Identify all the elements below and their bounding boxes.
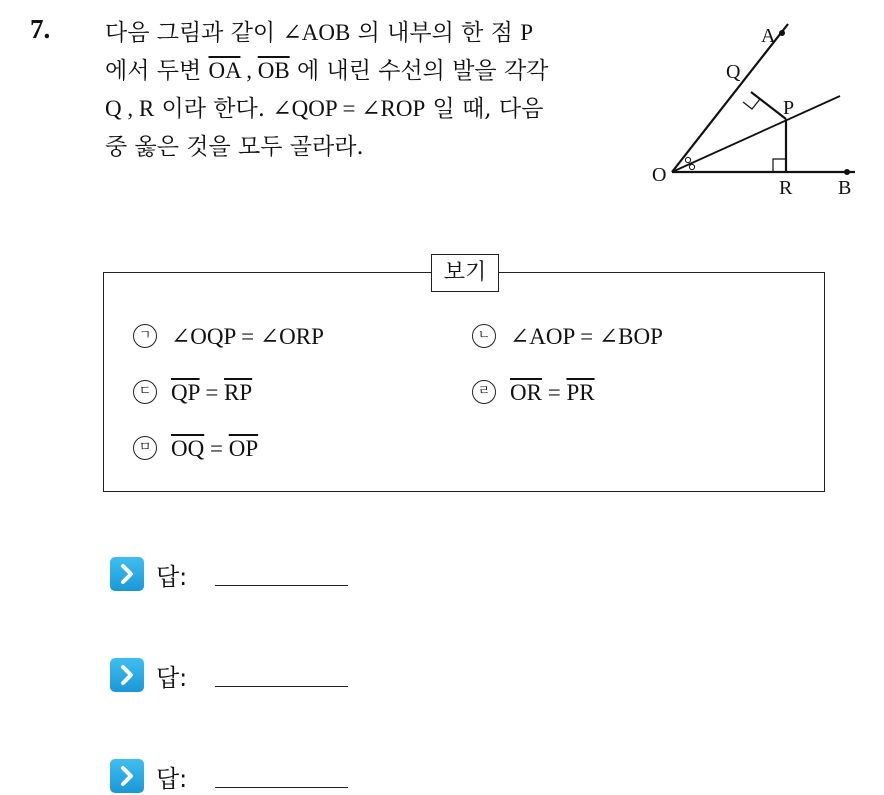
- problem-text-part: 에서 두변: [105, 58, 209, 84]
- segment-op: $\overline{OP}$: [228, 436, 259, 461]
- bogi-title: 보기: [431, 254, 499, 292]
- segment-or: $\overline{OR}$: [510, 380, 542, 405]
- answer-blank[interactable]: [215, 787, 348, 788]
- equals-sign: =: [204, 436, 229, 461]
- answer-label: 답:: [156, 664, 188, 692]
- option-text: ∠OQP = ∠ORP: [171, 324, 324, 349]
- option-giyeok: [133, 324, 324, 351]
- answer-row: [110, 755, 370, 795]
- problem-text-part: 다음 그림과 같이: [105, 20, 283, 46]
- chevron-right-icon: [110, 557, 144, 591]
- segment-rp: $\overline{RP}$: [224, 380, 253, 405]
- points-q-r: Q , R: [105, 96, 155, 121]
- option-marker: ㄱ: [133, 324, 157, 348]
- problem-line-1: [105, 14, 625, 52]
- problem-line-2: [105, 52, 625, 90]
- segment-oa: $\overline{OA}$: [208, 58, 241, 83]
- problem-text-part: 의 내부의 한 점: [350, 20, 521, 46]
- point-b-dot: [844, 169, 850, 175]
- problem-text-part: ,: [240, 58, 258, 83]
- point-a-dot: [779, 30, 785, 36]
- segment-pr-label: $\overline{PR}$: [566, 380, 595, 405]
- option-marker: ㄷ: [133, 380, 157, 404]
- answer-row: [110, 553, 370, 593]
- angle-mark-2: [689, 164, 694, 169]
- segment-oq: $\overline{OQ}$: [171, 436, 205, 461]
- problem-statement: [105, 14, 625, 166]
- segment-qp: $\overline{QP}$: [171, 380, 200, 405]
- ray-op: [672, 96, 840, 172]
- problem-number: 7.: [30, 14, 51, 44]
- right-angle-mark-r: [773, 159, 786, 172]
- equals-sign: =: [199, 380, 225, 405]
- answer-label: 답:: [156, 563, 188, 591]
- problem-text-part: 일 때, 다음: [425, 96, 544, 122]
- option-mieum: [133, 436, 258, 463]
- segment-pq: [751, 92, 786, 119]
- label-a: A: [761, 25, 776, 47]
- problem-text-part: 이라 한다.: [154, 96, 273, 122]
- label-q: Q: [726, 61, 741, 83]
- answer-blank[interactable]: [215, 686, 348, 687]
- right-angle-mark-q: [743, 99, 760, 109]
- label-r: R: [779, 177, 793, 199]
- geometry-figure: [630, 14, 870, 204]
- point-p-label: P: [520, 20, 533, 45]
- arrow-badge-icon: [110, 557, 144, 591]
- option-digeut: [133, 380, 252, 407]
- segment-ob: $\overline{OB}$: [257, 58, 290, 83]
- label-b: B: [838, 177, 852, 199]
- label-p: P: [783, 97, 795, 119]
- problem-line-4: 중 옳은 것을 모두 골라라.: [105, 134, 364, 160]
- answer-blank[interactable]: [215, 585, 348, 586]
- option-rieul: [472, 380, 595, 407]
- arrow-badge-icon: [110, 658, 144, 692]
- arrow-badge-icon: [110, 759, 144, 793]
- chevron-right-icon: [110, 658, 144, 692]
- option-text: ∠AOP = ∠BOP: [510, 324, 663, 349]
- equals-sign: =: [541, 380, 567, 405]
- answer-row: [110, 654, 370, 694]
- option-marker: ㄹ: [472, 380, 496, 404]
- label-o: O: [652, 164, 667, 186]
- angle-aob: ∠AOB: [282, 20, 351, 45]
- option-marker: ㅁ: [133, 436, 157, 460]
- angle-equation: ∠QOP = ∠ROP: [272, 96, 426, 121]
- answer-label: 답:: [156, 765, 188, 793]
- angle-mark-1: [685, 157, 690, 162]
- problem-line-3: [105, 90, 625, 128]
- option-nieun: [472, 324, 663, 351]
- option-marker: ㄴ: [472, 324, 496, 348]
- problem-text-part: 에 내린 수선의 발을 각각: [289, 58, 549, 84]
- chevron-right-icon: [110, 759, 144, 793]
